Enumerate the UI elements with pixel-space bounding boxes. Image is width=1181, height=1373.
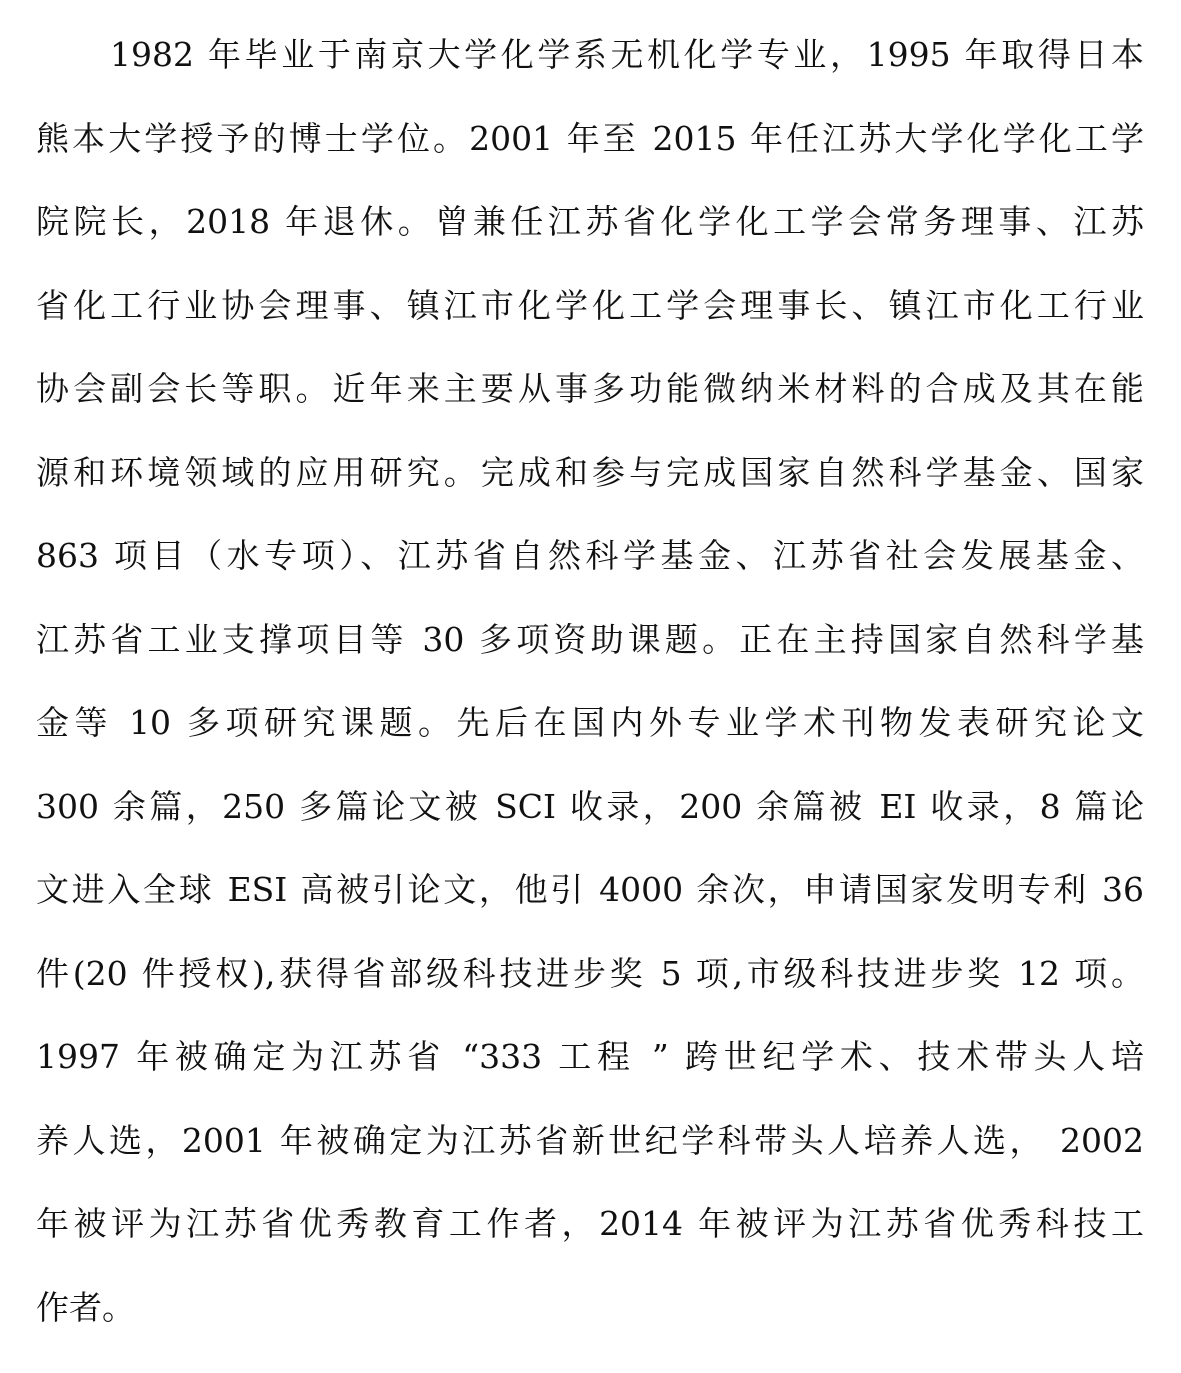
text-line: 金等 10 多项研究课题。先后在国内外专业学术刊物发表研究论文: [36, 703, 1144, 742]
text-line: 300 余篇，250 多篇论文被 SCI 收录，200 余篇被 EI 收录，8 篇论: [36, 786, 1144, 826]
text-line: 件(20 件授权),获得省部级科技进步奖 5 项,市级科技进步奖 12 项。: [36, 953, 1144, 993]
text-line: 院院长，2018 年退休。曾兼任江苏省化学化工学会常务理事、江苏: [36, 202, 1144, 241]
text-line: 熊本大学授予的博士学位。2001 年至 2015 年任江苏大学化学化工学: [36, 118, 1144, 158]
text-line: 作者。: [36, 1287, 135, 1327]
text-line: 江苏省工业支撑项目等 30 多项资助课题。正在主持国家自然科学基: [36, 619, 1144, 659]
biography-paragraph: [36, 22, 1144, 1358]
text-line: 养人选，2001 年被确定为江苏省新世纪学科带头人培养人选， 2002: [36, 1120, 1144, 1160]
text-line: 1982 年毕业于南京大学化学系无机化学专业，1995 年取得日本: [110, 35, 1144, 74]
text-line: 863 项目（水专项）、江苏省自然科学基金、江苏省社会发展基金、: [36, 536, 1144, 575]
text-line: 1997 年被确定为江苏省 “333 工程 ” 跨世纪学术、技术带头人培: [36, 1037, 1144, 1076]
text-line: 协会副会长等职。近年来主要从事多功能微纳米材料的合成及其在能: [36, 369, 1144, 408]
text-line: 年被评为江苏省优秀教育工作者，2014 年被评为江苏省优秀科技工: [36, 1204, 1144, 1243]
text-line: 源和环境领域的应用研究。完成和参与完成国家自然科学基金、国家: [36, 452, 1144, 492]
text-line: 省化工行业协会理事、镇江市化学化工学会理事长、镇江市化工行业: [36, 285, 1144, 325]
text-line: 文进入全球 ESI 高被引论文，他引 4000 余次，申请国家发明专利 36: [36, 870, 1144, 909]
